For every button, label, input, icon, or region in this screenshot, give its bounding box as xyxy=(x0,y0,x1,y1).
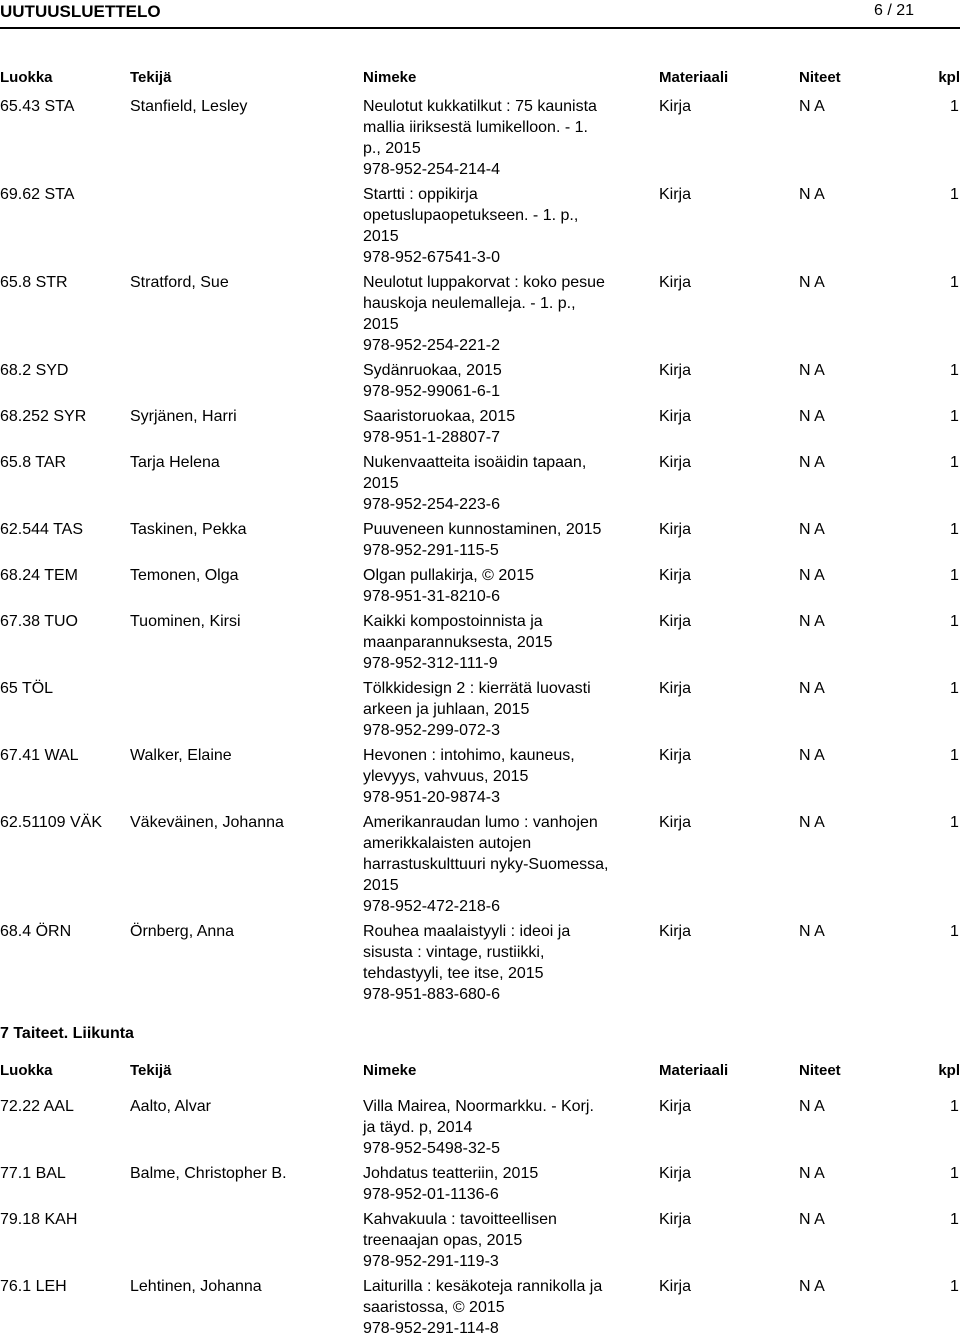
row-kpl: 1 xyxy=(950,274,959,291)
row-materiaali: Kirja xyxy=(659,454,692,471)
row-nimeke-line: Sydänruokaa, 2015 xyxy=(363,362,502,379)
row-nimeke-line: 2015 xyxy=(363,475,399,492)
row-tekija: Tarja Helena xyxy=(130,454,220,471)
section2-header-luokka: Luokka xyxy=(0,1062,53,1079)
row-materiaali: Kirja xyxy=(659,186,692,203)
row-nimeke-line: 978-952-5498-32-5 xyxy=(363,1140,500,1157)
page-header xyxy=(0,0,960,30)
row-luokka: 72.22 AAL xyxy=(0,1098,74,1115)
row-kpl: 1 xyxy=(950,923,959,940)
row-nimeke-line: 978-951-1-28807-7 xyxy=(363,429,500,446)
row-kpl: 1 xyxy=(950,1211,959,1228)
section2-header-niteet: Niteet xyxy=(799,1062,841,1079)
section1-header-niteet: Niteet xyxy=(799,69,841,86)
row-nimeke-line: ja täyd. p, 2014 xyxy=(363,1119,473,1136)
row-nimeke-line: Saaristoruokaa, 2015 xyxy=(363,408,516,425)
row-nimeke-line: 978-952-254-221-2 xyxy=(363,337,500,354)
row-luokka: 69.62 STA xyxy=(0,186,75,203)
section1-header-tekija: Tekijä xyxy=(130,69,172,86)
row-nimeke-line: saaristossa, © 2015 xyxy=(363,1299,505,1316)
section2-header-materiaali: Materiaali xyxy=(659,1062,729,1079)
row-nimeke-line: mallia iiriksestä lumikelloon. - 1. xyxy=(363,119,588,136)
row-nimeke-line: Tölkkidesign 2 : kierrätä luovasti xyxy=(363,680,591,697)
row-niteet: N A xyxy=(799,408,825,425)
row-materiaali: Kirja xyxy=(659,923,692,940)
row-materiaali: Kirja xyxy=(659,747,692,764)
row-nimeke-line: harrastuskulttuuri nyky-Suomessa, xyxy=(363,856,609,873)
row-nimeke-line: 978-952-299-072-3 xyxy=(363,722,500,739)
row-nimeke-line: Rouhea maalaistyyli : ideoi ja xyxy=(363,923,571,940)
row-tekija: Balme, Christopher B. xyxy=(130,1165,287,1182)
row-nimeke-line: 978-952-291-119-3 xyxy=(363,1253,499,1270)
row-materiaali: Kirja xyxy=(659,1098,692,1115)
row-nimeke-line: tehdastyyli, tee itse, 2015 xyxy=(363,965,544,982)
row-nimeke-line: 2015 xyxy=(363,228,399,245)
row-niteet: N A xyxy=(799,613,825,630)
row-nimeke-line: treenaajan opas, 2015 xyxy=(363,1232,523,1249)
row-nimeke-line: Hevonen : intohimo, kauneus, xyxy=(363,747,575,764)
row-kpl: 1 xyxy=(950,98,959,115)
row-materiaali: Kirja xyxy=(659,1211,692,1228)
row-tekija: Lehtinen, Johanna xyxy=(130,1278,262,1295)
row-luokka: 68.2 SYD xyxy=(0,362,69,379)
row-kpl: 1 xyxy=(950,521,959,538)
row-luokka: 76.1 LEH xyxy=(0,1278,67,1295)
row-niteet: N A xyxy=(799,274,825,291)
row-materiaali: Kirja xyxy=(659,567,692,584)
row-nimeke-line: Nukenvaatteita isoäidin tapaan, xyxy=(363,454,587,471)
row-tekija: Väkeväinen, Johanna xyxy=(130,814,284,831)
row-nimeke-line: 978-952-99061-6-1 xyxy=(363,383,500,400)
row-luokka: 68.252 SYR xyxy=(0,408,87,425)
row-nimeke-line: 978-952-01-1136-6 xyxy=(363,1186,499,1203)
document-title: UUTUUSLUETTELO xyxy=(0,2,161,21)
row-luokka: 65.8 TAR xyxy=(0,454,67,471)
row-nimeke-line: ylevyys, vahvuus, 2015 xyxy=(363,768,529,785)
row-luokka: 65 TÖL xyxy=(0,680,54,697)
row-luokka: 68.24 TEM xyxy=(0,567,78,584)
row-nimeke-line: Villa Mairea, Noormarkku. - Korj. xyxy=(363,1098,594,1115)
row-niteet: N A xyxy=(799,98,825,115)
row-nimeke-line: Kahvakuula : tavoitteellisen xyxy=(363,1211,557,1228)
row-materiaali: Kirja xyxy=(659,680,692,697)
row-luokka: 65.43 STA xyxy=(0,98,75,115)
row-nimeke-line: 978-952-472-218-6 xyxy=(363,898,500,915)
row-luokka: 79.18 KAH xyxy=(0,1211,78,1228)
row-tekija: Stratford, Sue xyxy=(130,274,229,291)
section2-header-nimeke: Nimeke xyxy=(363,1062,417,1079)
row-tekija: Walker, Elaine xyxy=(130,747,232,764)
row-luokka: 77.1 BAL xyxy=(0,1165,66,1182)
row-niteet: N A xyxy=(799,1278,825,1295)
row-nimeke-line: Neulotut luppakorvat : koko pesue xyxy=(363,274,605,291)
row-nimeke-line: 2015 xyxy=(363,877,399,894)
row-nimeke-line: sisusta : vintage, rustiikki, xyxy=(363,944,545,961)
row-materiaali: Kirja xyxy=(659,98,692,115)
row-niteet: N A xyxy=(799,923,825,940)
row-luokka: 67.38 TUO xyxy=(0,613,78,630)
section2-header-tekija: Tekijä xyxy=(130,1062,172,1079)
row-nimeke-line: hauskoja neulemalleja. - 1. p., xyxy=(363,295,576,312)
row-tekija: Örnberg, Anna xyxy=(130,923,235,940)
section2-header-kpl: kpl xyxy=(938,1062,960,1079)
row-nimeke-line: 978-951-883-680-6 xyxy=(363,986,500,1003)
row-nimeke-line: opetuslupaopetukseen. - 1. p., xyxy=(363,207,579,224)
row-tekija: Stanfield, Lesley xyxy=(130,98,248,115)
row-nimeke-line: 978-951-31-8210-6 xyxy=(363,588,500,605)
row-nimeke-line: p., 2015 xyxy=(363,140,421,157)
section1-header-materiaali: Materiaali xyxy=(659,69,729,86)
section1-header-kpl: kpl xyxy=(938,69,960,86)
row-luokka: 68.4 ÖRN xyxy=(0,923,72,940)
row-niteet: N A xyxy=(799,362,825,379)
row-nimeke-line: maanparannuksesta, 2015 xyxy=(363,634,553,651)
row-kpl: 1 xyxy=(950,454,959,471)
row-nimeke-line: 978-952-291-114-8 xyxy=(363,1320,499,1337)
row-nimeke-line: 978-952-254-214-4 xyxy=(363,161,500,178)
row-nimeke-line: amerikkalaisten autojen xyxy=(363,835,532,852)
row-kpl: 1 xyxy=(950,680,959,697)
row-nimeke-line: Puuveneen kunnostaminen, 2015 xyxy=(363,521,602,538)
row-niteet: N A xyxy=(799,814,825,831)
row-tekija: Temonen, Olga xyxy=(130,567,239,584)
row-nimeke-line: 2015 xyxy=(363,316,399,333)
row-materiaali: Kirja xyxy=(659,408,692,425)
row-niteet: N A xyxy=(799,1165,825,1182)
row-niteet: N A xyxy=(799,567,825,584)
row-kpl: 1 xyxy=(950,1278,959,1295)
row-nimeke-line: Neulotut kukkatilkut : 75 kaunista xyxy=(363,98,597,115)
row-kpl: 1 xyxy=(950,613,959,630)
row-tekija: Tuominen, Kirsi xyxy=(130,613,241,630)
row-materiaali: Kirja xyxy=(659,274,692,291)
section1-header-nimeke: Nimeke xyxy=(363,69,417,86)
row-materiaali: Kirja xyxy=(659,521,692,538)
row-kpl: 1 xyxy=(950,567,959,584)
row-kpl: 1 xyxy=(950,814,959,831)
row-niteet: N A xyxy=(799,454,825,471)
row-kpl: 1 xyxy=(950,1165,959,1182)
row-materiaali: Kirja xyxy=(659,362,692,379)
row-materiaali: Kirja xyxy=(659,613,692,630)
section-title: 7 Taiteet. Liikunta xyxy=(0,1025,134,1042)
row-niteet: N A xyxy=(799,1098,825,1115)
row-luokka: 62.544 TAS xyxy=(0,521,84,538)
row-tekija: Aalto, Alvar xyxy=(130,1098,211,1115)
page-number: 6 / 21 xyxy=(873,2,914,19)
row-niteet: N A xyxy=(799,521,825,538)
row-nimeke-line: 978-951-20-9874-3 xyxy=(363,789,500,806)
row-nimeke-line: Laiturilla : kesäkoteja rannikolla ja xyxy=(363,1278,603,1295)
row-kpl: 1 xyxy=(950,362,959,379)
row-niteet: N A xyxy=(799,186,825,203)
row-kpl: 1 xyxy=(950,1098,959,1115)
row-niteet: N A xyxy=(799,680,825,697)
row-nimeke-line: 978-952-67541-3-0 xyxy=(363,249,500,266)
row-niteet: N A xyxy=(799,747,825,764)
row-luokka: 67.41 WAL xyxy=(0,747,79,764)
row-nimeke-line: Johdatus teatteriin, 2015 xyxy=(363,1165,539,1182)
row-luokka: 62.51109 VÄK xyxy=(0,814,103,831)
row-nimeke-line: Startti : oppikirja xyxy=(363,186,478,203)
row-niteet: N A xyxy=(799,1211,825,1228)
section1-header-luokka: Luokka xyxy=(0,69,53,86)
row-kpl: 1 xyxy=(950,186,959,203)
row-materiaali: Kirja xyxy=(659,1165,692,1182)
row-nimeke-line: Kaikki kompostoinnista ja xyxy=(363,613,543,630)
row-kpl: 1 xyxy=(950,747,959,764)
row-nimeke-line: 978-952-291-115-5 xyxy=(363,542,499,559)
row-nimeke-line: Amerikanraudan lumo : vanhojen xyxy=(363,814,598,831)
row-materiaali: Kirja xyxy=(659,814,692,831)
row-materiaali: Kirja xyxy=(659,1278,692,1295)
header-divider xyxy=(0,27,960,29)
row-kpl: 1 xyxy=(950,408,959,425)
row-nimeke-line: arkeen ja juhlaan, 2015 xyxy=(363,701,530,718)
row-luokka: 65.8 STR xyxy=(0,274,68,291)
row-nimeke-line: 978-952-312-111-9 xyxy=(363,655,498,672)
row-nimeke-line: 978-952-254-223-6 xyxy=(363,496,500,513)
row-tekija: Taskinen, Pekka xyxy=(130,521,247,538)
row-tekija: Syrjänen, Harri xyxy=(130,408,237,425)
row-nimeke-line: Olgan pullakirja, © 2015 xyxy=(363,567,534,584)
